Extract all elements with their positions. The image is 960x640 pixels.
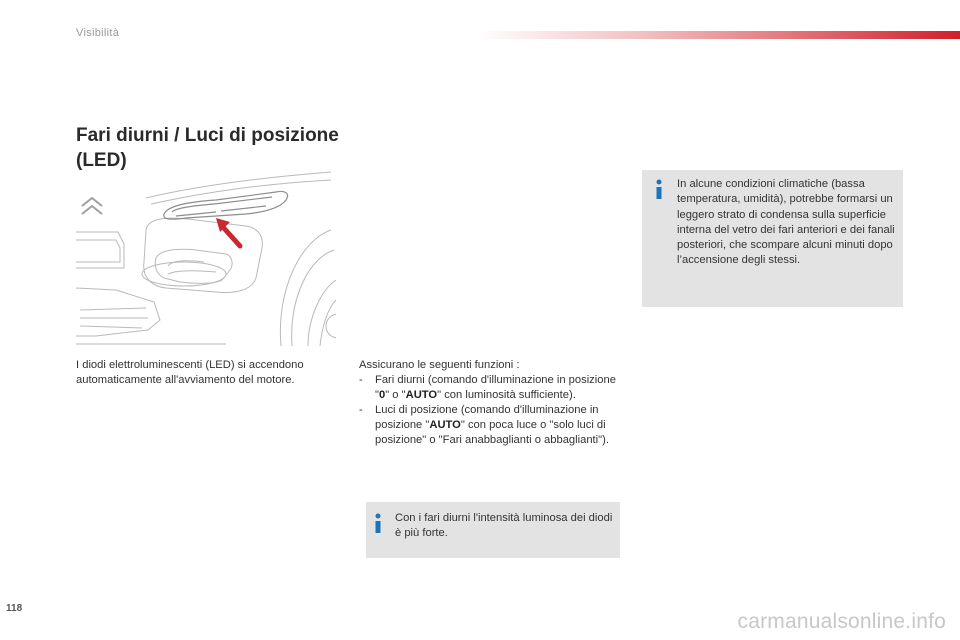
functions-intro: Assicurano le seguenti funzioni : [359,359,520,371]
header-accent-bar [478,31,960,39]
info-icon [373,513,383,533]
section-label: Visibilità [76,27,120,39]
info-note-condensation [642,170,903,307]
info-note-intensity [366,502,620,558]
functions-list [359,373,621,448]
list-item: - Luci di posizione (comando d'illuminazione in posizione "AUTO" con poca luce o "solo luci di posizione" o "Fari anabbaglianti o abbaglianti"). [359,404,609,446]
info-icon [654,179,664,199]
led-intro-paragraph: I diodi elettroluminescenti (LED) si accendono automaticamente all'avviamento del motore. [76,359,304,386]
car-front-headlight-illustration [76,170,336,346]
arrow-icon [216,218,240,246]
info-note-text: In alcune condizioni climatiche (bassa temperatura, umidità), potrebbe formarsi un leggero strato di condensa sulla superficie interna del vetro dei fari anteriori e dei fanali posteriori, che scompare alcuni minuti dopo l’accensione degli stessi. [677,178,895,267]
functions-block [359,358,621,448]
list-item: - Fari diurni (comando d'illuminazione in posizione "0" o "AUTO" con luminosità sufficiente). [359,374,616,401]
page-number: 118 [6,603,23,614]
page-title: Fari diurni / Luci di posizione (LED) [76,125,339,171]
info-note-text: Con i fari diurni l'intensità luminosa dei diodi è più forte. [395,512,613,540]
watermark: carmanualsonline.info [737,610,946,633]
